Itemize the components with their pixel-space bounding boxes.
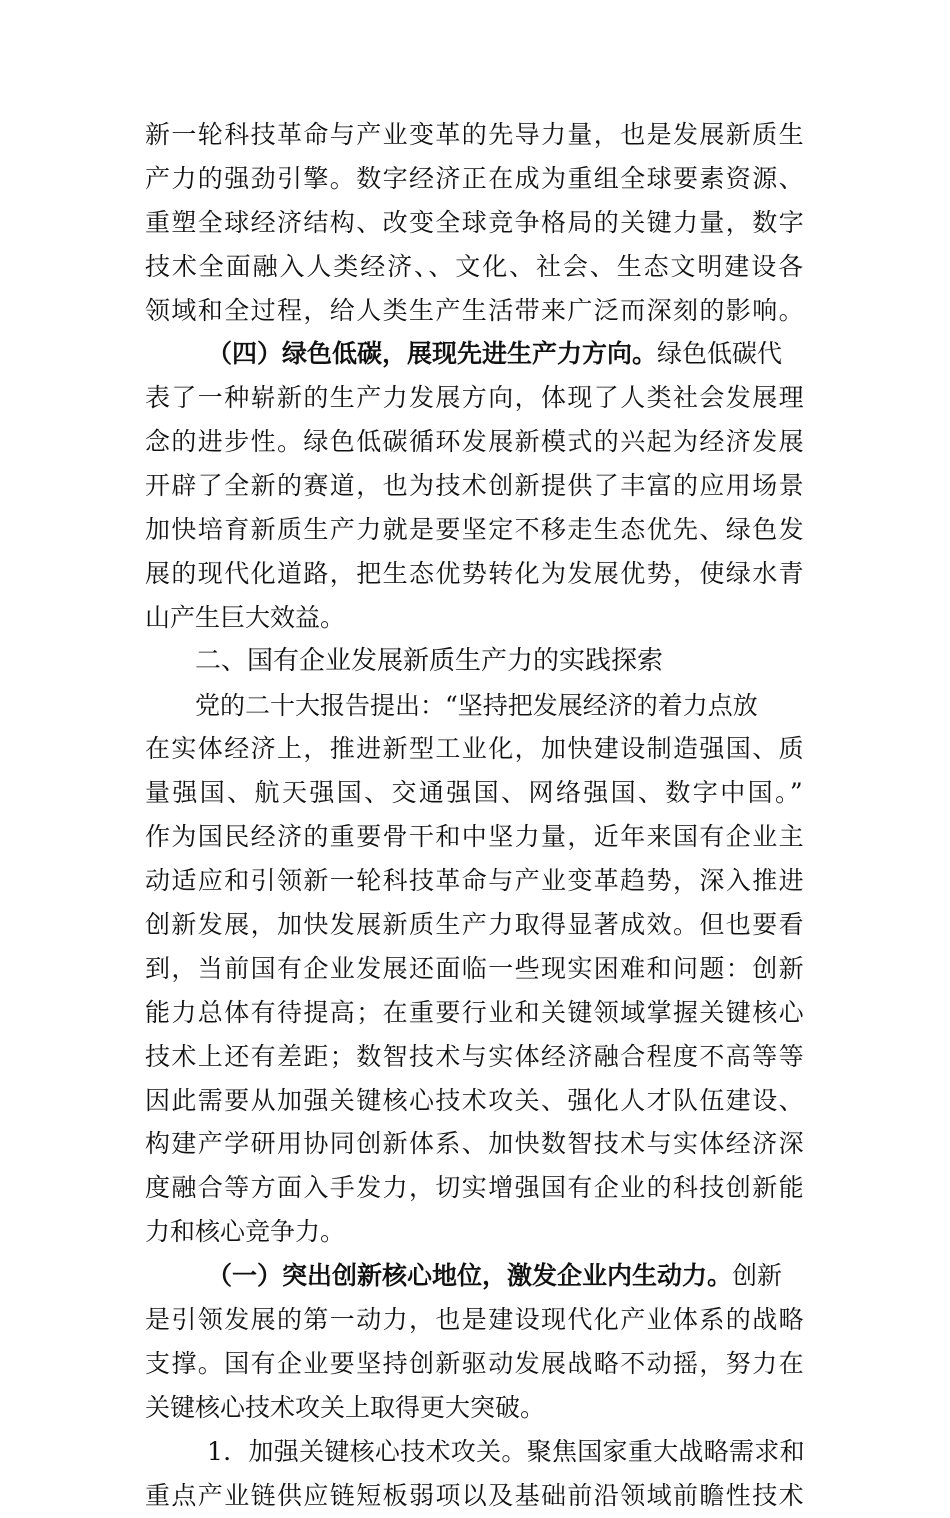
document-body: [145, 113, 805, 1518]
text-line: 能力总体有待提高；在重要行业和关键领域掌握关键核心: [145, 997, 806, 1027]
text-line: 是引领发展的第一动力，也是建设现代化产业体系的战略: [145, 1305, 806, 1335]
text-line: 关键核心技术攻关上取得更大突破。: [145, 1392, 546, 1422]
text-line: 度融合等方面入手发力，切实增强国有企业的科技创新能: [145, 1173, 806, 1203]
text-line: 开辟了全新的赛道，也为技术创新提供了丰富的应用场景: [145, 471, 806, 501]
bold-lead-phrase: （四）绿色低碳，展现先进生产力方向。: [207, 339, 658, 369]
section-heading: 二、国有企业发展新质生产力的实践探索: [195, 645, 664, 676]
text-line: 创新发展，加快发展新质生产力取得显著成效。但也要看: [145, 910, 806, 940]
text-line: 重点产业链供应链短板弱项以及基础前沿领域前瞻性技术: [145, 1480, 806, 1510]
text-line: 在实体经济上，推进新型工业化，加快建设制造强国、质: [145, 734, 806, 764]
text-line: 1．加强关键核心技术攻关。聚焦国家重大战略需求和: [207, 1436, 805, 1466]
lead-tail-text: 创新: [732, 1261, 783, 1291]
text-line: 构建产学研用协同创新体系、加快数智技术与实体经济深: [145, 1129, 806, 1159]
lead-tail-text: 绿色低碳代: [657, 339, 783, 369]
text-line: 到，当前国有企业发展还面临一些现实困难和问题：创新: [145, 953, 806, 983]
text-line: 作为国民经济的重要骨干和中坚力量，近年来国有企业主: [145, 822, 806, 852]
text-line: 加快培育新质生产力就是要坚定不移走生态优先、绿色发: [145, 515, 806, 545]
text-line: [145, 1254, 805, 1298]
text-line: 因此需要从加强关键核心技术攻关、强化人才队伍建设、: [145, 1085, 806, 1115]
text-line: 新一轮科技革命与产业变革的先导力量，也是发展新质生: [145, 120, 806, 149]
text-line: 山产生巨大效益。: [145, 602, 346, 632]
text-line: 念的进步性。绿色低碳循环发展新模式的兴起为经济发展: [145, 427, 806, 457]
text-line: 技术上还有差距；数智技术与实体经济融合程度不高等等: [145, 1041, 806, 1071]
text-line: 技术全面融入人类经济、、文化、社会、生态文明建设各: [145, 251, 806, 281]
text-line: 表了一种崭新的生产力发展方向，体现了人类社会发展理: [145, 383, 806, 413]
text-line: [145, 332, 805, 376]
text-line: 力和核心竞争力。: [145, 1217, 346, 1247]
text-line: 产力的强劲引擎。数字经济正在成为重组全球要素资源、: [145, 163, 806, 193]
text-line: 党的二十大报告提出：“坚持把发展经济的着力点放: [195, 690, 758, 720]
text-line: 领域和全过程，给人类生产生活带来广泛而深刻的影响。: [145, 295, 806, 325]
text-line: 展的现代化道路，把生态优势转化为发展优势，使绿水青: [145, 558, 806, 588]
bold-lead-phrase: （一）突出创新核心地位，激发企业内生动力。: [207, 1261, 733, 1291]
text-line: 动适应和引领新一轮科技革命与产业变革趋势，深入推进: [145, 866, 806, 896]
text-line: 重塑全球经济结构、改变全球竞争格局的关键力量，数字: [145, 207, 806, 237]
text-line: 量强国、航天强国、交通强国、网络强国、数字中国。”: [145, 778, 806, 808]
text-line: 支撑。国有企业要坚持创新驱动发展战略不动摇，努力在: [145, 1348, 806, 1378]
